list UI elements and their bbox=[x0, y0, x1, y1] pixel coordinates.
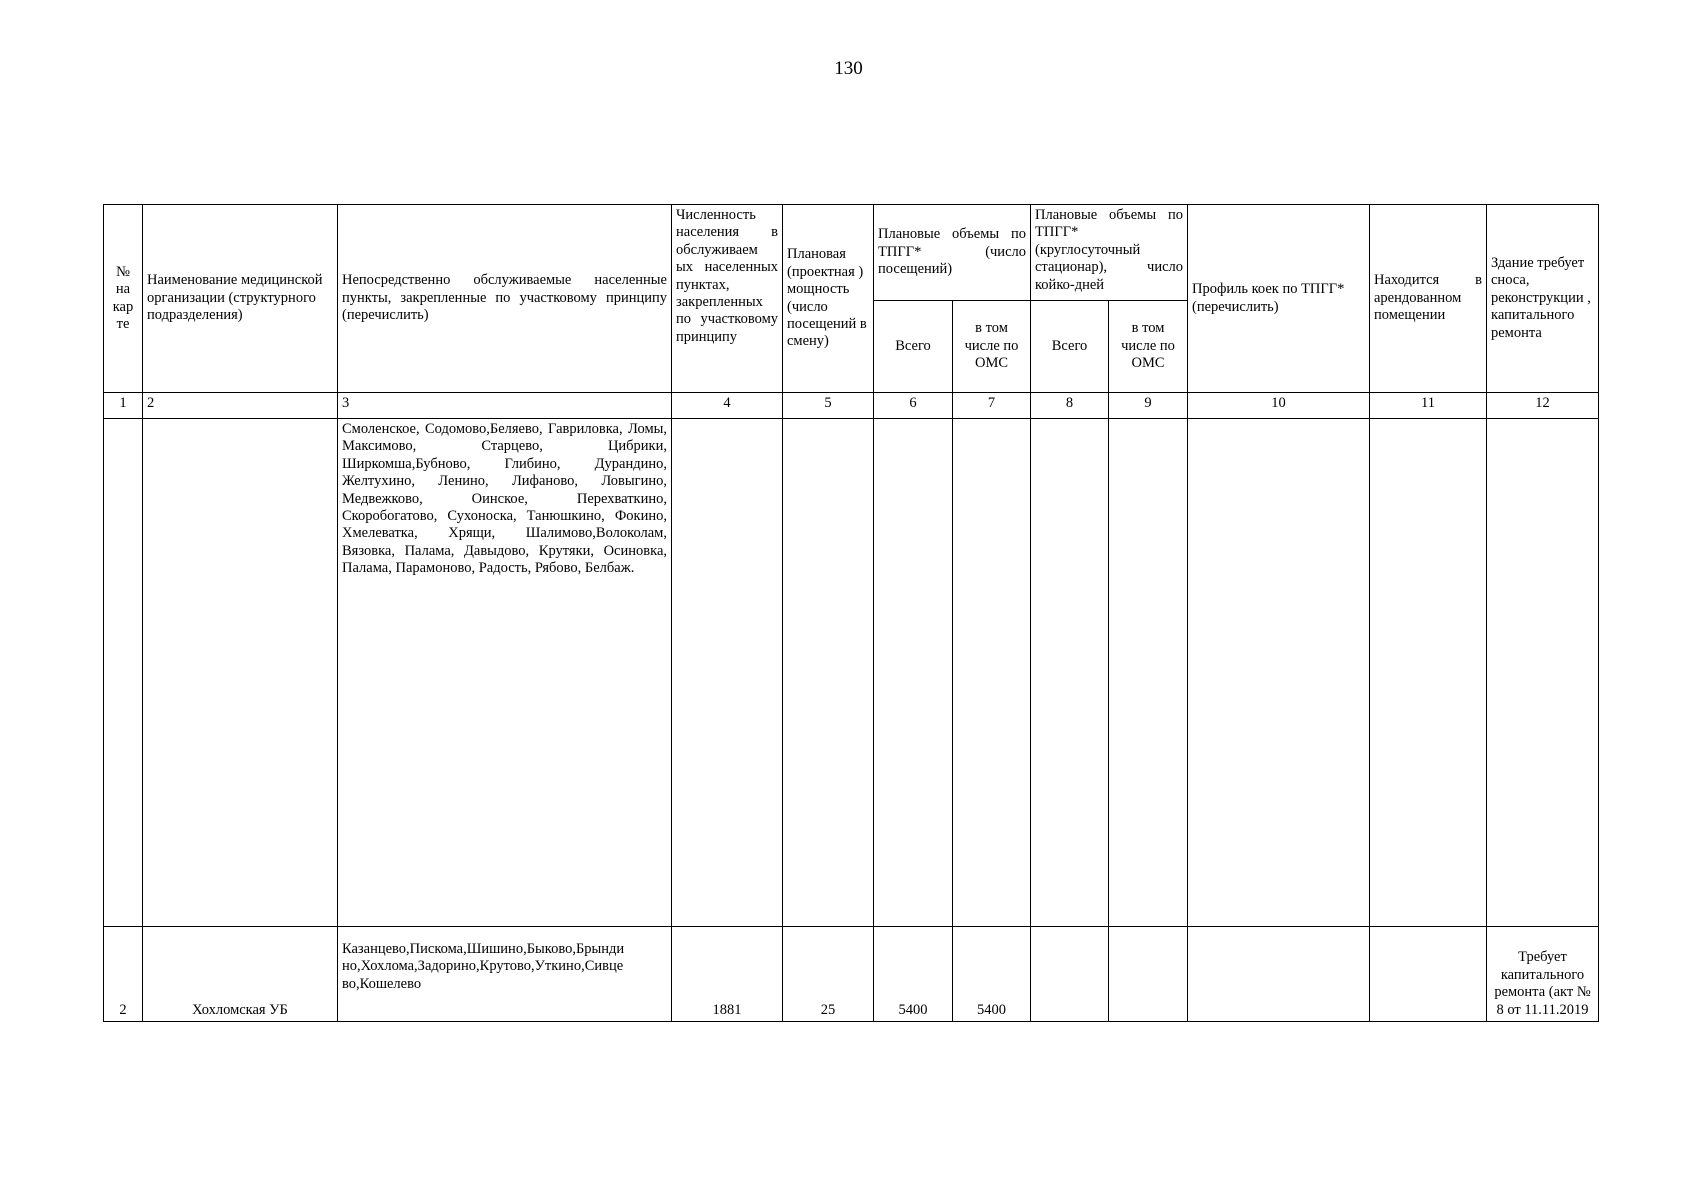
cell-population: 1881 bbox=[672, 927, 783, 1022]
column-number: 2 bbox=[143, 393, 338, 419]
cell-beds-total bbox=[1031, 927, 1109, 1022]
header-rented: Находится в арендованном помещении bbox=[1370, 205, 1487, 393]
column-number: 10 bbox=[1188, 393, 1370, 419]
header-map-number: № на кар те bbox=[104, 205, 143, 393]
column-number: 4 bbox=[672, 393, 783, 419]
column-number: 6 bbox=[874, 393, 953, 419]
cell-map-number: 2 bbox=[104, 927, 143, 1022]
header-beds-oms: в том числе по ОМС bbox=[1109, 301, 1188, 393]
header-beds-group: Плановые объемы по ТПГГ* (круглосуточный стационар), число койко-дней bbox=[1031, 205, 1188, 301]
cell-population bbox=[672, 419, 783, 927]
cell-settlements: Смоленское, Содомово,Беляево, Гавриловка, Ломы, Максимово, Старцево, Цибрики, Ширкомша,Бубново, Глибино, Дурандино, Желтухино, Ленино, Лифаново, Ловыгино, Медвежково, Оинское, Перехваткино, Скоробогатово, Сухоноска, Танюшкино, Фокино, Хмелеватка, Хрящи, Шалимово,Волоколам, Вязовка, Палама, Давыдово, Крутяки, Осиновка, Палама, Парамоново, Радость, Рябово, Белбаж. bbox=[338, 419, 672, 927]
column-number: 9 bbox=[1109, 393, 1188, 419]
header-capacity: Плановая (проектная ) мощность (число посещений в смену) bbox=[783, 205, 874, 393]
column-number: 11 bbox=[1370, 393, 1487, 419]
header-settlements: Непосредственно обслуживаемые населенные пункты, закрепленные по участковому принципу (перечислить) bbox=[338, 205, 672, 393]
column-number: 7 bbox=[953, 393, 1031, 419]
cell-organization-name: Хохломская УБ bbox=[143, 927, 338, 1022]
medical-organizations-table bbox=[103, 204, 1599, 1022]
cell-beds-oms bbox=[1109, 927, 1188, 1022]
header-population: Численность населения в обслуживаем ых населенных пунктах, закрепленных по участковому принципу bbox=[672, 205, 783, 393]
cell-bed-profile bbox=[1188, 419, 1370, 927]
header-bed-profile: Профиль коек по ТПГГ* (перечислить) bbox=[1188, 205, 1370, 393]
cell-organization-name bbox=[143, 419, 338, 927]
cell-visits-total: 5400 bbox=[874, 927, 953, 1022]
cell-visits-oms: 5400 bbox=[953, 927, 1031, 1022]
column-number: 1 bbox=[104, 393, 143, 419]
cell-rented bbox=[1370, 419, 1487, 927]
cell-capacity bbox=[783, 419, 874, 927]
header-visits-total: Всего bbox=[874, 301, 953, 393]
header-building-state: Здание требует сноса, реконструкции , капитального ремонта bbox=[1487, 205, 1599, 393]
cell-building-state bbox=[1487, 419, 1599, 927]
column-number: 8 bbox=[1031, 393, 1109, 419]
header-visits-oms: в том числе по ОМС bbox=[953, 301, 1031, 393]
cell-visits-total bbox=[874, 419, 953, 927]
cell-building-state: Требует капитального ремонта (акт № 8 от 11.11.2019 bbox=[1487, 927, 1599, 1022]
column-number: 5 bbox=[783, 393, 874, 419]
cell-beds-total bbox=[1031, 419, 1109, 927]
header-organization-name: Наименование медицинской организации (структурного подразделения) bbox=[143, 205, 338, 393]
table-row bbox=[104, 927, 1599, 1022]
cell-beds-oms bbox=[1109, 419, 1188, 927]
header-beds-total: Всего bbox=[1031, 301, 1109, 393]
cell-settlements: Казанцево,Пискома,Шишино,Быково,Брынди но,Хохлома,Задорино,Крутово,Уткино,Сивце во,Кошелево bbox=[338, 927, 672, 1022]
column-number: 3 bbox=[338, 393, 672, 419]
column-number: 12 bbox=[1487, 393, 1599, 419]
header-visits-group: Плановые объемы по ТПГГ* (число посещений) bbox=[874, 205, 1031, 301]
cell-capacity: 25 bbox=[783, 927, 874, 1022]
cell-map-number bbox=[104, 419, 143, 927]
cell-rented bbox=[1370, 927, 1487, 1022]
cell-visits-oms bbox=[953, 419, 1031, 927]
page-number: 130 bbox=[834, 58, 863, 79]
column-number-row bbox=[104, 393, 1599, 419]
header-row bbox=[104, 205, 1599, 301]
cell-bed-profile bbox=[1188, 927, 1370, 1022]
table-row bbox=[104, 419, 1599, 927]
